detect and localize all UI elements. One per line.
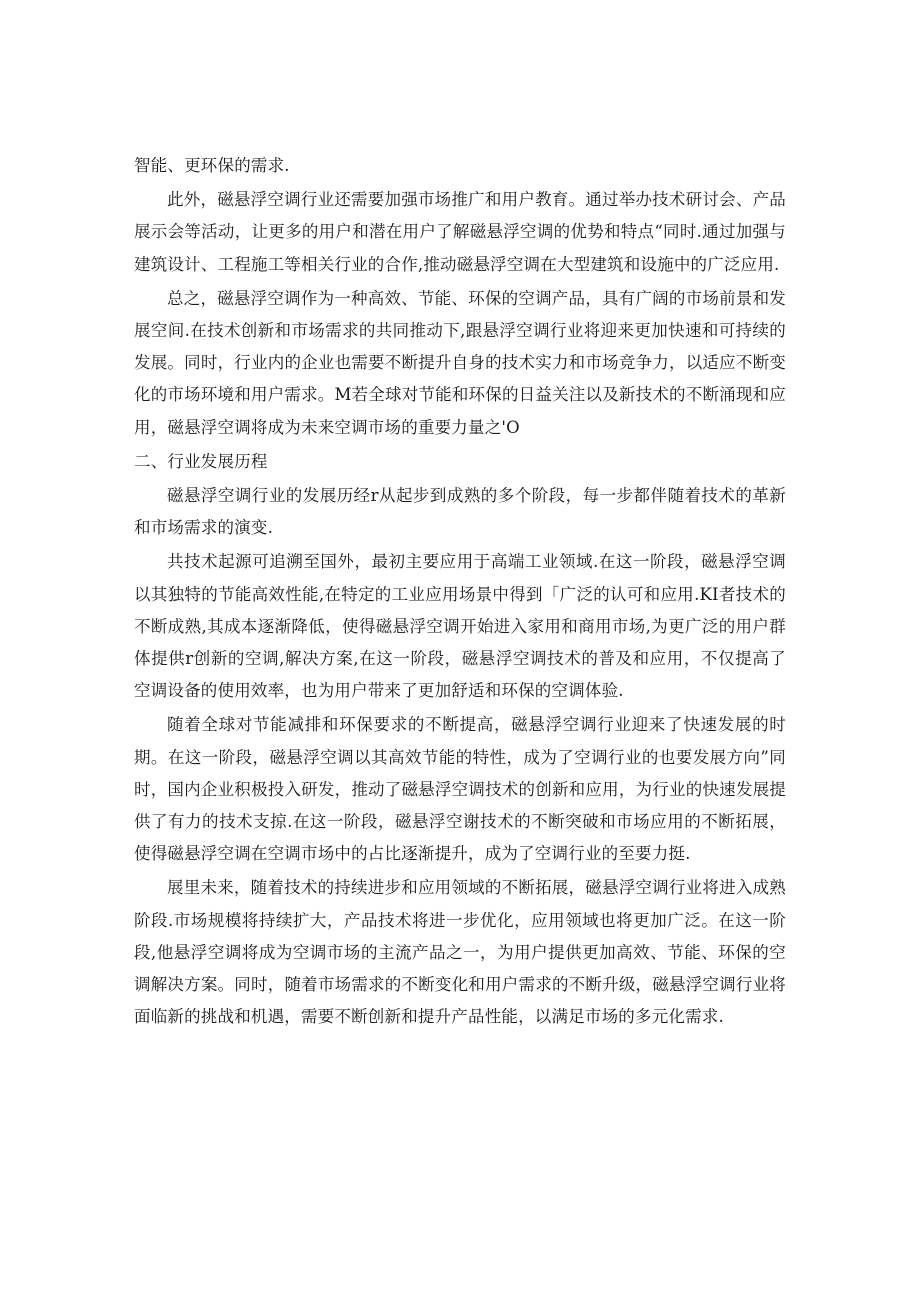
paragraph-development-intro: 磁悬浮空调行业的发展历经r从起步到成熟的多个阶段，每一步都伴随着技术的革新和市场需求的演变.: [134, 486, 786, 538]
paragraph-continuation: 智能、更环保的需求.: [134, 156, 290, 175]
paragraph-rapid-growth-stage: 随着全球对节能减排和环保要求的不断提高，磁悬浮空调行业迎来了快速发展的时期。在这一阶段，磁悬浮空调以其高效节能的特性，成为了空调行业的也要发展方向”同时，国内企业积极投入研发，推动了磁悬浮空调技术的创新和应用，为行业的快速发展提供了有力的技术支掠.在这一阶段，磁悬浮空谢技术的不断突破和市场应用的不断拓展，使得磁悬浮空调在空调市场中的占比逐渐提升，成为了空调行业的至要力挺.: [134, 715, 786, 864]
document-body: [134, 150, 786, 1035]
section-heading-development-history: 二、行业发展历程: [134, 451, 268, 471]
paragraph-origin-stage: 共技术起源可追溯至国外，最初主要应用于高端工业领域.在这一阶段，磁悬浮空调以其独特的节能高效性能,在特定的工业应用场景中得到「广泛的认可和应用.KI者技术的不断成熟,其成本逐渐降低，使得磁悬浮空调开始进入家用和商用市场,为更广泛的用户群体提供r创新的空调,解决方案,在这一阶段，磁悬浮空调技术的普及和应用，不仅提高了空调设备的使用效率，也为用户带来了更加舒适和环保的空调体验.: [134, 552, 786, 701]
paragraph-summary: 总之，磁悬浮空调作为一种高效、节能、环保的空调产品，具有广阔的市场前景和发展空间.在技术创新和市场需求的共同推动下,跟悬浮空调行业将迎来更加快速和可持续的发展。同时，行业内的企业也需要不断提升自身的技术实力和市场竞争力，以适应不断变化的市场环境和用户需求。M若全球对节能和环保的日益关注以及新技术的不断涌现和应用，磁悬浮空调将成为未来空调市场的重要力量之'O: [134, 288, 786, 437]
paragraph-future-outlook: 展里未来，随着技术的持续进步和应用领域的不断拓展，磁悬浮空调行业将进入成熟阶段.市场规模将持续扩大，产品技术将进一步优化，应用领域也将更加广泛。在这一阶段,他悬浮空调将成为空调市场的主流产品之一，为用户提供更加高效、节能、环保的空调解决方案。同时，随着市场需求的不断变化和用户需求的不断升级，磁悬浮空调行业将面临新的挑战和机遇，需要不断创新和提升产品性能，以满足市场的多元化需求.: [134, 878, 786, 1027]
paragraph-market-promotion: 此外，磁悬浮空调行业还需要加强市场推广和用户教育。通过举办技术研讨会、产品展示会等活动，让更多的用户和潜在用户了解磁悬浮空调的优势和特点“同时.通过加强与建筑设计、工程施工等相关行业的合作,推动磁悬浮空调在大型建筑和设施中的广泛应用.: [134, 190, 786, 274]
